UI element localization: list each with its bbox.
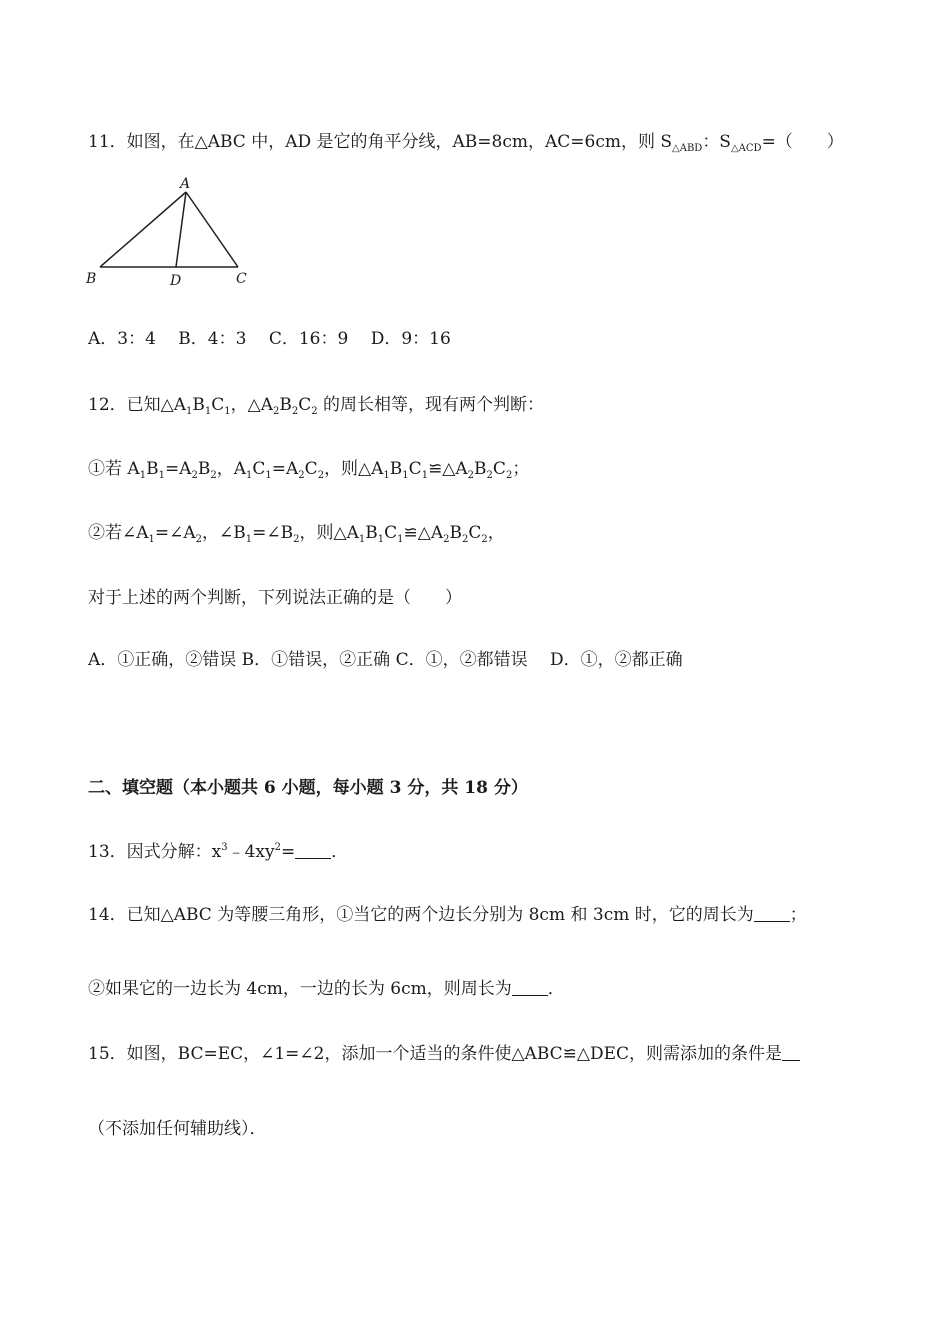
q13-text: 因式分解：x (126, 842, 222, 862)
q11-number: 11． (88, 132, 127, 152)
subscript: 1 (246, 470, 253, 481)
q12-line-1-text (127, 395, 544, 415)
q14-line-2 (88, 977, 565, 1001)
text-segment: C (298, 395, 312, 415)
q14-answer-blank-2[interactable] (512, 979, 548, 996)
q13-stem (88, 840, 348, 867)
subscript: 1 (245, 534, 253, 545)
text-segment: =∠A (154, 523, 196, 543)
q11-sub-abd: △ABD (672, 143, 703, 154)
text-segment: ②若∠A (88, 523, 149, 543)
text-segment: =∠B (252, 523, 294, 543)
subscript: 2 (311, 406, 318, 417)
q12-judgment-1 (88, 457, 529, 484)
subscript: 2 (317, 470, 325, 481)
q12-prompt: 对于上述的两个判断，下列说法正确的是（ ） (88, 588, 462, 608)
q14-end-2: ． (547, 979, 565, 999)
section-2-heading (88, 776, 528, 800)
q12-judgment-2 (88, 521, 505, 548)
q14-text-1: 已知△ABC 为等腰三角形，①当它的两个边长分别为 8cm 和 3cm 时，它的周长为 (126, 905, 754, 925)
q13-exp-3: 3 (221, 842, 228, 853)
section-2-total: 18 (464, 778, 488, 798)
q11-options: A．3：4 B．4：3 C．16：9 D．9：16 (88, 329, 451, 349)
q13-text: ﹣4xy (227, 842, 275, 862)
q13-answer-blank[interactable] (295, 842, 331, 859)
q11-sub-acd: △ACD (730, 143, 762, 154)
section-2-title-part: 小题，每小题 (275, 778, 390, 798)
text-segment: ≌△A (428, 459, 468, 479)
text-segment: B (449, 523, 463, 543)
text-segment: B (146, 459, 159, 479)
q13-end: ． (331, 842, 349, 862)
subscript: 2 (293, 534, 300, 545)
label-a: A (180, 176, 191, 192)
text-segment: =A (164, 459, 192, 479)
subscript: 2 (191, 470, 198, 481)
subscript: 1 (358, 534, 366, 545)
text-segment: 已知△A (126, 395, 186, 415)
text-segment: 的周长相等，现有两个判断： (317, 395, 545, 415)
label-d: D (170, 273, 182, 289)
text-segment: B (389, 459, 403, 479)
subscript: 1 (377, 534, 385, 545)
text-segment: C (492, 459, 506, 479)
section-2-count: 6 (263, 778, 276, 798)
q11-colon: ：S (702, 132, 731, 152)
q15-number: 15． (88, 1044, 127, 1064)
subscript: 1 (148, 534, 155, 545)
subscript: 2 (462, 534, 469, 545)
text-segment: ①若 A (88, 459, 140, 479)
section-2-title-part: 二、填空题（本小题共 (88, 778, 264, 798)
text-segment: ， (487, 523, 505, 543)
text-segment: B (474, 459, 487, 479)
text-segment: B (197, 459, 211, 479)
subscript: 1 (204, 406, 212, 417)
q15-line-2: （不添加任何辅助线）． (88, 1119, 267, 1139)
subscript: 2 (481, 534, 488, 545)
triangle-abc-figure (84, 172, 254, 292)
text-segment: B (365, 523, 378, 543)
q14-answer-blank-1[interactable] (754, 905, 790, 922)
subscript: 2 (210, 470, 217, 481)
label-b: B (86, 271, 97, 287)
subscript: 2 (298, 470, 305, 481)
subscript: 1 (402, 470, 409, 481)
side-ac (186, 192, 238, 267)
subscript: 2 (467, 470, 475, 481)
subscript: 2 (443, 534, 450, 545)
q14-line-1 (88, 903, 807, 927)
subscript: 1 (186, 406, 193, 417)
q14-text-2: ②如果它的一边长为 4cm，一边的长为 6cm，则周长为 (88, 979, 512, 999)
q15-answer-blank[interactable] (782, 1044, 800, 1061)
section-2-title-part: 分） (487, 778, 528, 798)
section-2-points-each: 3 (389, 778, 402, 798)
subscript: 1 (383, 470, 390, 481)
text-segment: ≌△A (403, 523, 444, 543)
q11-text: 如图，在△ABC 中，AD 是它的角平分线，AB=8cm，AC=6cm，则 S (126, 132, 673, 152)
subscript: 2 (291, 406, 299, 417)
q12-options: A．①正确，②错误 B．①错误，②正确 C．①，②都错误 D．①，②都正确 (88, 650, 683, 670)
q13-text: = (281, 842, 296, 862)
text-segment: C (384, 523, 398, 543)
q14-number: 14． (88, 905, 127, 925)
text-segment: ，△A (230, 395, 273, 415)
subscript: 1 (139, 470, 147, 481)
text-segment: =A (271, 459, 299, 479)
subscript: 1 (397, 534, 404, 545)
label-c: C (236, 271, 247, 287)
bisector-ad (176, 192, 186, 267)
q15-line-1 (88, 1042, 800, 1066)
text-segment: C (211, 395, 225, 415)
q13-number: 13． (88, 842, 127, 862)
q14-end-1: ； (789, 905, 807, 925)
side-ab (100, 192, 186, 267)
text-segment: C (304, 459, 318, 479)
text-segment: ，则△A (299, 523, 359, 543)
subscript: 2 (195, 534, 203, 545)
subscript: 1 (224, 406, 231, 417)
text-segment: ； (512, 459, 530, 479)
q12-number: 12． (88, 395, 127, 415)
subscript: 2 (486, 470, 493, 481)
section-2-title-part: 分，共 (401, 778, 465, 798)
q15-text-1: 如图，BC=EC，∠1=∠2，添加一个适当的条件使△ABC≌△DEC，则需添加的条件是 (126, 1044, 783, 1064)
subscript: 2 (505, 470, 513, 481)
text-segment: ，A (216, 459, 246, 479)
text-segment: B (279, 395, 292, 415)
text-segment: C (252, 459, 266, 479)
q12-line-1 (88, 393, 544, 420)
text-segment: ，∠B (202, 523, 246, 543)
subscript: 1 (421, 470, 429, 481)
subscript: 1 (158, 470, 165, 481)
text-segment: ，则△A (324, 459, 384, 479)
subscript: 2 (273, 406, 280, 417)
q13-exp-2: 2 (274, 842, 281, 853)
text-segment: C (408, 459, 422, 479)
q11-stem (88, 130, 844, 157)
subscript: 1 (265, 470, 272, 481)
text-segment: C (468, 523, 482, 543)
text-segment: B (192, 395, 205, 415)
q11-paren: =（ ） (761, 132, 844, 152)
